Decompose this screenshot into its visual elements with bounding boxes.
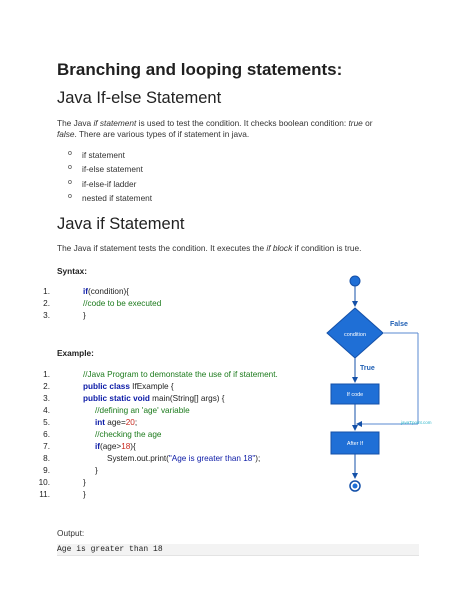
list-item-label: if-else-if ladder bbox=[82, 178, 137, 189]
line-number: 10. bbox=[38, 478, 50, 487]
line-number: 4. bbox=[43, 406, 50, 415]
line-number: 1. bbox=[43, 370, 50, 379]
line-number: 2. bbox=[43, 299, 50, 308]
list-item-label: if-else statement bbox=[82, 164, 143, 175]
output-text: Age is greater than 18 bbox=[57, 545, 163, 554]
line-number: 3. bbox=[43, 394, 50, 403]
flowchart-watermark: javaTpoint.com bbox=[401, 420, 432, 425]
section-title-ifelse: Java If-else Statement bbox=[57, 89, 222, 107]
condition-label: condition bbox=[343, 332, 367, 338]
section-title-if: Java if Statement bbox=[57, 215, 185, 233]
line-number: 8. bbox=[43, 454, 50, 463]
line-number: 9. bbox=[43, 466, 50, 475]
list-item-label: if statement bbox=[82, 150, 125, 160]
after-if-label: After If bbox=[346, 441, 364, 447]
if-code-label: If code bbox=[346, 392, 364, 398]
bullet-marker: o bbox=[68, 178, 72, 186]
bullet-marker: o bbox=[68, 192, 72, 200]
line-number: 11. bbox=[39, 490, 50, 499]
page-heading: Branching and looping statements: bbox=[57, 60, 343, 79]
line-number: 2. bbox=[43, 382, 50, 391]
bullet-marker: o bbox=[68, 150, 72, 157]
list-item-label: nested if statement bbox=[82, 192, 153, 203]
true-label: True bbox=[360, 365, 375, 372]
example-label: Example: bbox=[57, 348, 94, 358]
syntax-label: Syntax: bbox=[57, 266, 87, 276]
end-node-core bbox=[353, 484, 358, 489]
line-number: 6. bbox=[43, 430, 50, 439]
line-number: 3. bbox=[43, 311, 50, 320]
output-label: Output: bbox=[57, 528, 85, 538]
line-number: 1. bbox=[43, 287, 50, 296]
bullet-marker: o bbox=[68, 164, 72, 172]
line-number: 5. bbox=[43, 418, 50, 427]
start-node bbox=[350, 276, 360, 286]
false-label: False bbox=[390, 321, 408, 328]
if-description: The Java if statement tests the condition. It executes the if block if condition is true. bbox=[57, 243, 362, 253]
ifelse-description: The Java if statement is used to test the condition. It checks boolean condition: true or false. There are various types of if statement in java. bbox=[57, 118, 373, 139]
line-number: 7. bbox=[43, 442, 50, 451]
